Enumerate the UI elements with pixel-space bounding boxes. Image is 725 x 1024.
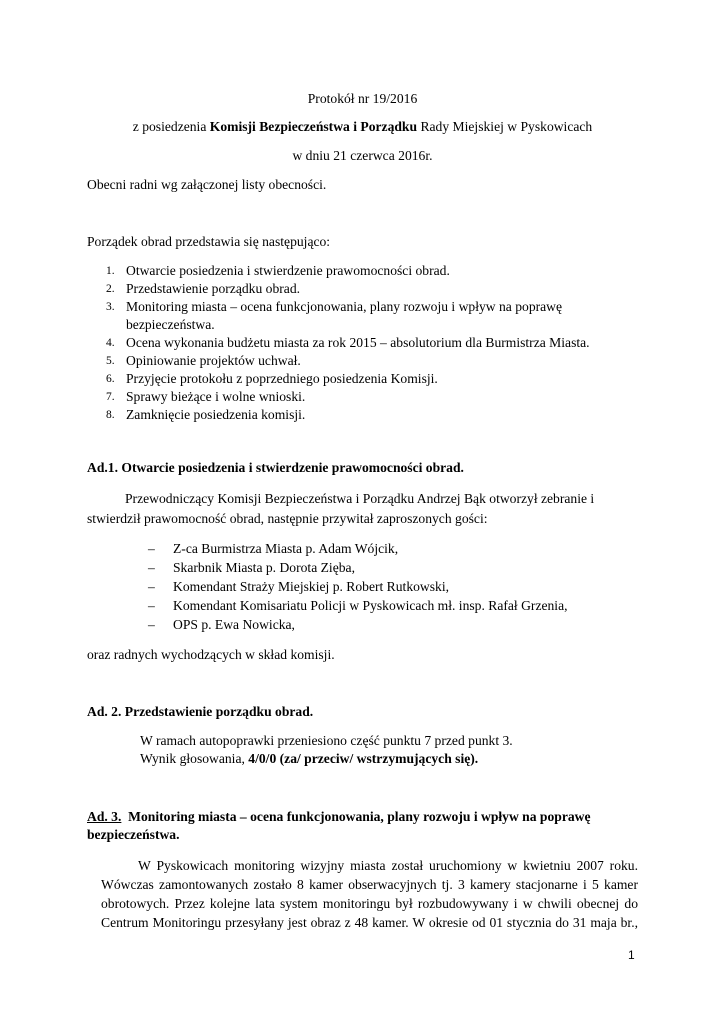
ad3-paragraph-line: Wówczas zamontowanych zostało 8 kamer obserwacyjnych tj. 3 kamery stacjonarne i 5 kamer [101,877,638,892]
page-number: 1 [628,948,635,962]
commission-name: Komisji Bezpieczeństwa i Porządku [209,119,418,134]
ad1-heading: Ad.1. Otwarcie posiedzenia i stwierdzenie prawomocności obrad. [87,460,464,475]
attendance-note: Obecni radni wg załączonej listy obecności. [87,177,327,192]
document-title: Protokół nr 19/2016 [307,91,418,106]
subtitle-pre: z posiedzenia [132,119,210,134]
ad1-paragraph-line: stwierdził prawomocność obrad, następnie przywitał zaproszonych gości: [87,511,488,526]
ad3-heading-cont: bezpieczeństwa. [87,827,180,842]
agenda-intro: Porządek obrad przedstawia się następująco: [87,234,331,249]
document-subtitle [0,118,725,136]
ad2-line: W ramach autopoprawki przeniesiono część punktu 7 przed punkt 3. [140,733,513,748]
ad1-closing: oraz radnych wychodzących w skład komisji. [87,647,335,662]
ad2-vote-result: Wynik głosowania, 4/0/0 (za/ przeciw/ wstrzymujących się). [140,751,479,766]
ad3-paragraph-line: W Pyskowicach monitoring wizyjny miasta został uruchomiony w kwietniu 2007 roku. [138,858,638,873]
ad3-heading: Ad. 3. Monitoring miasta – ocena funkcjonowania, plany rozwoju i wpływ na poprawę [87,809,591,824]
subtitle-post: Rady Miejskiej w Pyskowicach [417,119,593,134]
document-page: Protokół nr 19/2016 z posiedzenia Komisji Bezpieczeństwa i Porządku Rady Miejskiej w Pyskowicach w dniu 21 czerwca 2016r. Obecni radni wg załączonej listy obecności. Porządek obrad przedstawia się następująco: 1. Otwarcie posiedzenia i stwierdzenie prawomocności obrad. 2. Przedstawienie porządku obrad. 3. Monitoring miasta – ocena funkcjonowania, plany rozwoju i wpływ na poprawę bezpieczeństwa. 4. Ocena wykonania budżetu miasta za rok 2015 – absolutorium dla Burmistrza Miasta. 5. Opiniowanie projektów uchwał. 6. Przyjęcie protokołu z poprzedniego posiedzenia Komisji. 7. Sprawy bieżące i wolne wnioski. 8. Zamknięcie posiedzenia komisji. Ad.1. Otwarcie posiedzenia i stwierdzenie prawomocności obrad. Przewodniczący Komisji Bezpieczeństwa i Porządku Andrzej Bąk otworzył zebranie i stwierdził prawomocność obrad, następnie przywitał zaproszonych gości: – Z-ca Burmistrza Miasta p. Adam Wójcik, – Skarbnik Miasta p. Dorota Zięba, – Komendant Straży Miejskiej p. Robert Rutkowski, – Komendant Komisariatu Policji w Pyskowicach mł. insp. Rafał Grzenia, – OPS p. Ewa Nowicka, oraz radnych wychodzących w skład komisji. Ad. 2. Przedstawienie porządku obrad. W ramach autopoprawki przeniesiono część punktu 7 przed punkt 3. Wynik głosowania, 4/0/0 (za/ przeciw/ wstrzymujących się). Ad. 3. Monitoring miasta – ocena funkcjonowania, plany rozwoju i wpływ na poprawę bezpieczeństwa. W Pyskowicach monitoring wizyjny miasta został uruchomiony w kwietniu 2007 roku. Wówczas zamontowanych zostało 8 kamer obserwacyjnych tj. 3 kamery stacjonarne i 5 kamer obrotowych. Przez kolejne lata system monitoringu był rozbudowywany i w chwili obecnej do Centrum Monitoringu przesyłany jest obraz z 48 kamer. W okresie od 01 stycznia do 31 maja br., 1 [0,0,725,1024]
ad1-paragraph-line: Przewodniczący Komisji Bezpieczeństwa i Porządku Andrzej Bąk otworzył zebranie i [125,491,595,506]
ad3-paragraph-line: Centrum Monitoringu przesyłany jest obraz z 48 kamer. W okresie od 01 stycznia do 31 maja br., [101,915,638,930]
document-date: w dniu 21 czerwca 2016r. [292,148,433,163]
ad3-paragraph-line: obrotowych. Przez kolejne lata system monitoringu był rozbudowywany i w chwili obecnej do [101,896,638,911]
ad2-heading: Ad. 2. Przedstawienie porządku obrad. [87,704,314,719]
